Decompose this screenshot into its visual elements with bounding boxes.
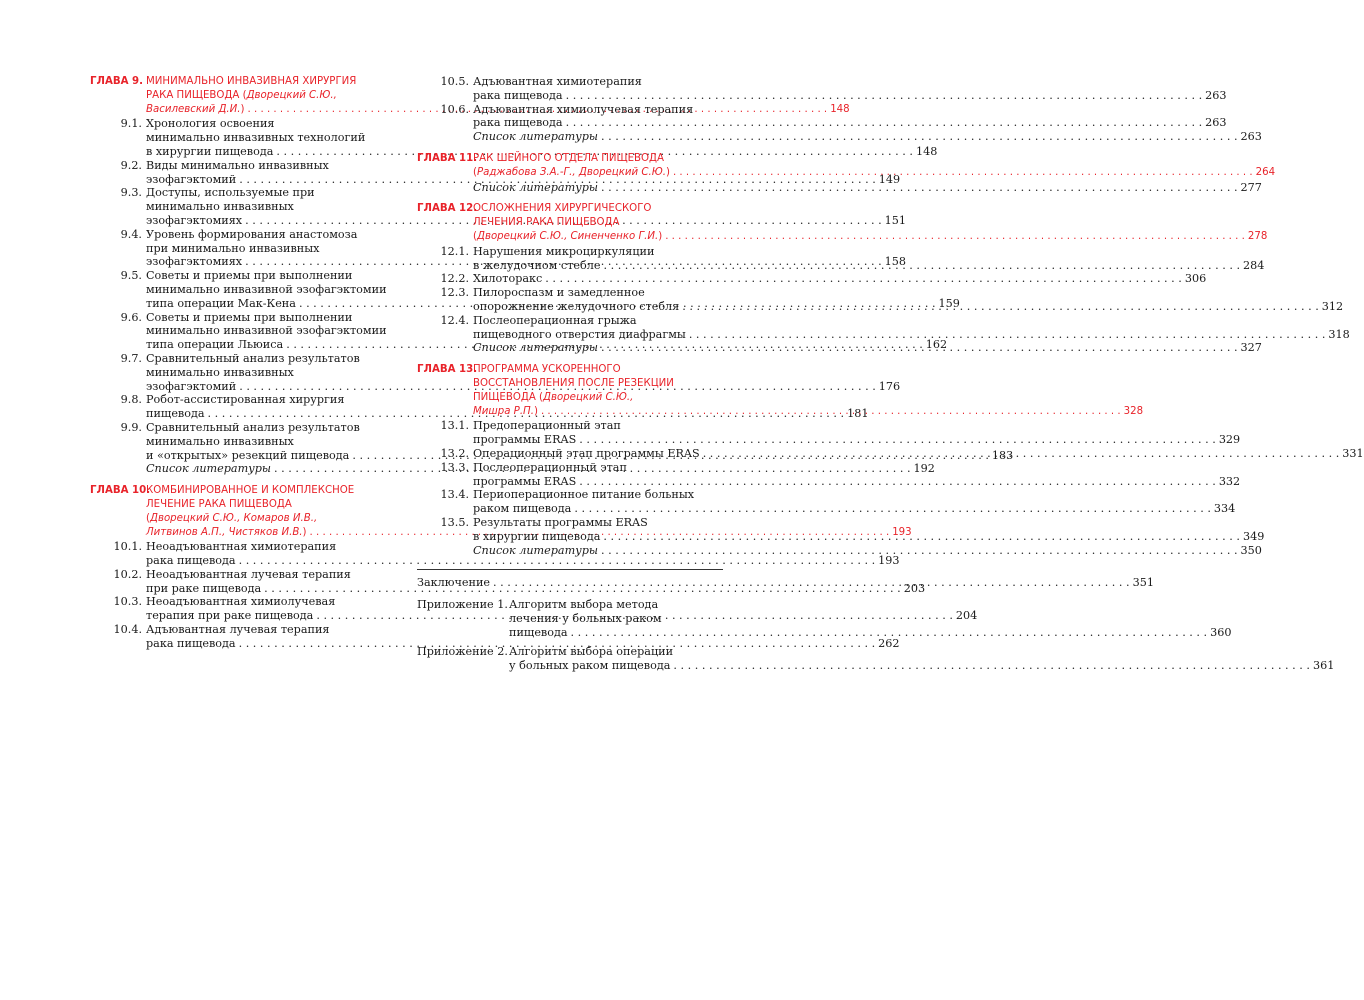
dot-leader — [703, 447, 1340, 461]
chapter-authors-open: ( — [473, 166, 477, 178]
page-number: 349 — [1242, 529, 1265, 543]
chapter-authors-close: ) — [240, 103, 245, 115]
entry-last-line — [473, 433, 1240, 447]
entry-text-line: программы ERAS — [473, 474, 577, 488]
chapter-label: ГЛАВА 11. — [417, 152, 478, 164]
entry-last-line — [473, 544, 1262, 558]
chapter-authors-open: ( — [146, 512, 150, 524]
references-label: Список литературы — [473, 130, 598, 144]
page-number: 334 — [1213, 502, 1236, 516]
entry-text-line: Робот-ассистированная хирургия — [146, 393, 345, 407]
chapter-label: ГЛАВА 9. — [90, 76, 143, 87]
chapter-title — [473, 152, 1275, 180]
entry-text-line: рака пищевода — [473, 88, 563, 102]
chapter-authors-close: ) — [302, 526, 307, 538]
entry-text-line: Советы и приемы при выполнении — [146, 269, 353, 283]
chapter-authors-close: ) — [658, 230, 663, 242]
entry-text-line: Сравнительный анализ результатов — [146, 351, 360, 365]
entry-number — [417, 341, 473, 355]
entry-text-line: в хирургии пищевода — [146, 144, 274, 158]
entry-text-line: опорожнение желудочного стебля — [473, 299, 680, 313]
page-number: 203 — [903, 581, 926, 595]
entry-last-line — [473, 259, 1264, 273]
page-number: 331 — [1342, 446, 1364, 460]
page-number: 329 — [1218, 433, 1241, 447]
dot-leader — [566, 116, 1203, 130]
entry-number: 10.2. — [113, 567, 142, 581]
entry-number: 9.7. — [120, 351, 142, 365]
entry-number: 12.4. — [440, 313, 469, 327]
toc-entry[interactable] — [417, 488, 1236, 516]
entry-text-line: Адъювантная химиолучевая терапия — [473, 102, 694, 116]
page-number: 328 — [1123, 405, 1144, 417]
entry-text-block — [509, 645, 1334, 673]
page-number: 277 — [1240, 180, 1262, 194]
entry-number: 9.4. — [120, 227, 142, 241]
entry-text-line: Уровень формирования анастомоза — [146, 227, 358, 241]
entry-text-line: Алгоритм выбора операции — [509, 645, 674, 659]
chapter-title — [473, 363, 1143, 418]
entry-number — [417, 544, 473, 558]
entry-text-line: Периоперационное питание больных — [473, 488, 695, 502]
page-number: 332 — [1218, 474, 1241, 488]
toc-entry[interactable] — [90, 623, 900, 651]
entry-last-line — [473, 530, 1264, 544]
dot-leader — [571, 626, 1208, 640]
entry-text-block — [473, 314, 1350, 342]
chapter-label: ГЛАВА 12. — [417, 203, 478, 215]
entry-text-line: Предоперационный этап — [473, 419, 621, 433]
toc-entry[interactable] — [417, 180, 1262, 195]
entry-number: 13.4. — [440, 488, 469, 502]
entry-text-line: рака пищевода — [146, 554, 236, 568]
entry-last-line — [473, 502, 1235, 516]
entry-text-line: эзофагэктомий — [146, 379, 237, 393]
references-label: Список литературы — [473, 180, 598, 194]
page-number: 181 — [847, 407, 869, 421]
entry-number: 13.2. — [440, 446, 469, 460]
toc-entry-appendix[interactable] — [417, 645, 1335, 673]
page-number: 193 — [878, 554, 900, 568]
entry-text-line: раком пищевода — [473, 502, 572, 516]
chapter-title-line: ПРОГРАММА УСКОРЕННОГО — [473, 364, 621, 376]
chapter-authors-close: ) — [665, 166, 670, 178]
dot-leader — [665, 230, 1245, 244]
dot-leader — [579, 433, 1216, 447]
entry-text-line: терапия при раке пищевода — [146, 609, 314, 623]
references-label: Список литературы — [473, 543, 598, 557]
page-number: 350 — [1240, 543, 1262, 557]
entry-text-line: Послеоперационный этап — [473, 460, 627, 474]
chapter-title-line: РАКА ПИЩЕВОДА ( — [146, 89, 247, 101]
chapter-authors-close: ) — [533, 405, 538, 417]
entry-last-line — [473, 328, 1350, 342]
chapter-authors: Раджабова З.А.-Г., Дворецкий С.Ю. — [476, 166, 666, 178]
page-number: 151 — [884, 213, 907, 227]
toc-entry[interactable] — [417, 75, 1227, 103]
page-number: 149 — [878, 172, 901, 186]
dot-leader — [541, 405, 1121, 419]
appendix-label: Приложение 1. — [417, 598, 508, 612]
page-number: 263 — [1205, 88, 1227, 102]
entry-text-block — [473, 75, 1227, 103]
entry-text-block — [473, 419, 1240, 447]
entry-text-line: минимально инвазивных — [146, 365, 294, 379]
page-number: 264 — [1255, 166, 1276, 178]
entry-text-line: типа операции Мак-Кена — [146, 296, 296, 310]
entry-text-line: Адъювантная лучевая терапия — [146, 623, 330, 637]
chapter-authors: Дворецкий С.Ю., Синенченко Г.И. — [476, 230, 659, 242]
entry-text-block — [473, 245, 1264, 273]
entry-text-line: пищевода — [146, 407, 205, 421]
entry-number — [417, 181, 473, 195]
chapter-authors: Литвинов А.П., Чистяков И.В. — [146, 526, 303, 538]
entry-number: 9.3. — [120, 186, 142, 200]
entry-text-line: эзофагэктомий — [146, 172, 237, 186]
dot-leader — [545, 272, 1182, 286]
entry-last-line — [473, 300, 1343, 314]
entry-last-line — [509, 626, 1231, 640]
chapter-11-entries — [417, 180, 1262, 195]
chapter-title-line: КОМБИНИРОВАННОЕ И КОМПЛЕКСНОЕ — [146, 485, 355, 497]
chapter-title-line: ПИЩЕВОДА ( — [473, 391, 544, 403]
entry-text-line: программы ERAS — [473, 433, 577, 447]
page-number: 176 — [878, 379, 901, 393]
chapter-authors: Дворецкий С.Ю., Комаров И.В., — [149, 512, 318, 524]
entry-number: 9.2. — [120, 158, 142, 172]
page-number: 360 — [1210, 625, 1232, 639]
chapter-authors-open: ( — [473, 230, 477, 242]
toc-entry[interactable] — [417, 130, 1262, 144]
entry-text-line: рака пищевода — [146, 636, 236, 650]
entry-text-line: минимально инвазивных — [146, 200, 294, 214]
references-label: Список литературы — [473, 341, 598, 355]
references-label: Список литературы — [146, 462, 271, 476]
page-number: 262 — [878, 636, 900, 650]
toc-entry[interactable] — [417, 272, 1207, 286]
entry-text-line: минимально инвазивной эзофагэктомии — [146, 282, 387, 296]
entry-text-line: минимально инвазивных технологий — [146, 131, 366, 145]
entry-text-block — [473, 272, 1206, 286]
entry-text-block — [473, 544, 1262, 558]
entry-text-line: Сравнительный анализ результатов — [146, 420, 360, 434]
page-number: 158 — [884, 255, 907, 269]
entry-text-block — [473, 341, 1262, 355]
dot-leader — [601, 341, 1238, 355]
entry-number: 10.3. — [113, 595, 142, 609]
entry-last-line — [473, 89, 1227, 103]
entry-text-line: Операционный этап программы ERAS — [473, 446, 700, 460]
entry-last-line — [509, 659, 1334, 673]
chapter-title-line: РАК ШЕЙНОГО ОТДЕЛА ПИЩЕВОДА — [473, 152, 664, 164]
chapter-title-line: МИНИМАЛЬНО ИНВАЗИВНАЯ ХИРУРГИЯ — [146, 76, 357, 87]
entry-text-block — [473, 461, 1240, 489]
entry-text-line: пищевода — [509, 625, 568, 639]
chapter-title-line: ЛЕЧЕНИЕ РАКА ПИЩЕВОДА — [146, 498, 292, 510]
dot-leader — [603, 530, 1240, 544]
entry-number — [417, 130, 473, 144]
dot-leader — [579, 475, 1216, 489]
entry-text-line: лечения у больных раком — [509, 611, 662, 625]
chapter-title — [473, 202, 1267, 243]
entry-text-line: при минимально инвазивных — [146, 241, 320, 255]
page-number: 148 — [830, 103, 850, 115]
chapter-title-line: ОСЛОЖНЕНИЯ ХИРУРГИЧЕСКОГО — [473, 203, 652, 215]
divider — [417, 569, 723, 570]
appendix-label: Приложение 2. — [417, 645, 508, 659]
entry-text-line: Результаты программы ERAS — [473, 515, 648, 529]
entry-last-line — [473, 341, 1262, 355]
entry-number: 9.8. — [120, 393, 142, 407]
page-number: 148 — [915, 144, 938, 158]
dot-leader — [682, 300, 1319, 314]
entry-text-block — [473, 447, 1364, 461]
entry-last-line — [473, 475, 1240, 489]
dot-leader — [601, 130, 1238, 144]
entry-number: 13.5. — [440, 515, 469, 529]
chapter-authors: Василевский Д.И. — [146, 103, 241, 115]
chapter-authors: Мишра Р.П. — [473, 405, 534, 417]
entry-number: 10.6. — [440, 102, 469, 116]
dot-leader — [673, 166, 1253, 180]
entry-last-line — [473, 181, 1262, 195]
entry-text-line: эзофагэктомиях — [146, 255, 243, 269]
entry-text-line: Послеоперационная грыжа — [473, 313, 637, 327]
dot-leader — [566, 89, 1203, 103]
page-number: 192 — [913, 462, 935, 476]
entry-text-line: Алгоритм выбора метода — [509, 598, 659, 612]
entry-text-block — [473, 516, 1264, 544]
entry-last-line — [473, 447, 1364, 461]
page-number: 159 — [938, 296, 960, 310]
entry-text-line: Адъювантная химиотерапия — [473, 75, 642, 88]
entry-text-line: эзофагэктомиях — [146, 213, 243, 227]
chapter-title-line: ЛЕЧЕНИЯ РАКА ПИЩЕВОДА — [473, 217, 620, 229]
page-number: 263 — [1205, 116, 1227, 130]
toc-entry[interactable] — [417, 543, 1262, 558]
entry-text-line: у больных раком пищевода — [509, 659, 671, 673]
chapter-authors: Дворецкий С.Ю., — [543, 391, 634, 403]
entry-text-block — [473, 286, 1343, 314]
entry-text-line: Неоадъювантная химиотерапия — [146, 540, 337, 554]
entry-last-line — [473, 116, 1227, 130]
chapter-authors: Дворецкий С.Ю., — [246, 89, 337, 101]
toc-entry[interactable] — [417, 419, 1241, 447]
page-number: 361 — [1312, 659, 1335, 673]
entry-number: 9.6. — [120, 310, 142, 324]
entry-text-line: рака пищевода — [473, 116, 563, 130]
page-number: 284 — [1243, 258, 1265, 272]
entry-number: 9.5. — [120, 269, 142, 283]
page-number: 193 — [892, 526, 912, 538]
entry-number: 10.5. — [440, 75, 469, 88]
page-number: 327 — [1240, 341, 1262, 355]
entry-text-line: минимально инвазивной эзофагэктомии — [146, 324, 387, 338]
entry-text-line: при раке пищевода — [146, 581, 262, 595]
entry-text-line: Пилороспазм и замедленное — [473, 286, 645, 300]
entry-text-line: Хилоторакс — [473, 272, 543, 286]
page-number: 306 — [1184, 272, 1207, 286]
entry-number: 12.2. — [440, 272, 469, 286]
dot-leader — [574, 502, 1211, 516]
chapter-label: ГЛАВА 13. — [417, 364, 478, 376]
entry-number: 13.3. — [440, 460, 469, 474]
entry-text-line: в желудочном стебле — [473, 258, 601, 272]
entry-text-block — [473, 488, 1235, 516]
entry-last-line — [473, 130, 1262, 144]
entry-text-line: Хронология освоения — [146, 117, 275, 131]
page-number: 318 — [1328, 327, 1350, 341]
entry-number: 12.3. — [440, 286, 469, 300]
dot-leader — [603, 259, 1240, 273]
dot-leader — [601, 181, 1238, 195]
entry-number: 13.1. — [440, 419, 469, 433]
entry-text-line: Советы и приемы при выполнении — [146, 310, 353, 324]
entry-number: 9.9. — [120, 420, 142, 434]
entry-text-line: типа операции Льюиса — [146, 338, 284, 352]
page-number: 162 — [925, 338, 948, 352]
entry-text-line: пищеводного отверстия диафрагмы — [473, 327, 686, 341]
page-number: 312 — [1321, 299, 1344, 313]
entry-text-line: в хирургии пищевода — [473, 529, 601, 543]
chapter-title-line: ВОССТАНОВЛЕНИЯ ПОСЛЕ РЕЗЕКЦИИ — [473, 377, 674, 389]
page-number: 263 — [1240, 130, 1262, 144]
page-number: 183 — [991, 448, 1014, 462]
chapter-label: ГЛАВА 10. — [90, 485, 151, 497]
entry-text-line: Неоадъювантная лучевая терапия — [146, 567, 351, 581]
entry-text-block — [473, 181, 1262, 195]
entry-number — [90, 462, 146, 476]
entry-last-line — [473, 272, 1206, 286]
page-number: 351 — [1132, 576, 1154, 590]
dot-leader — [673, 659, 1310, 673]
dot-leader — [689, 328, 1326, 342]
dot-leader — [493, 576, 1130, 590]
page-number: 278 — [1247, 230, 1268, 242]
page-number: 204 — [955, 609, 978, 623]
entry-text-line: Виды минимально инвазивных — [146, 158, 329, 172]
entry-text-line: и «открытых» резекций пищевода — [146, 448, 350, 462]
entry-number: 10.4. — [113, 623, 142, 637]
entry-number: 12.1. — [440, 244, 469, 258]
entry-text-line: Доступы, используемые при — [146, 186, 315, 200]
entry-text-line: Неоадъювантная химиолучевая — [146, 595, 336, 609]
toc-entry[interactable] — [417, 313, 1350, 342]
entry-text-block — [509, 598, 1231, 639]
entry-text-block — [473, 130, 1262, 144]
dot-leader — [601, 544, 1238, 558]
entry-text-line: Нарушения микроциркуляции — [473, 244, 655, 258]
entry-number: 9.1. — [120, 117, 142, 131]
entry-text-block — [473, 103, 1227, 131]
entry-text: Заключение — [417, 576, 491, 590]
entry-text-line: минимально инвазивных — [146, 434, 294, 448]
entry-number: 10.1. — [113, 540, 142, 554]
